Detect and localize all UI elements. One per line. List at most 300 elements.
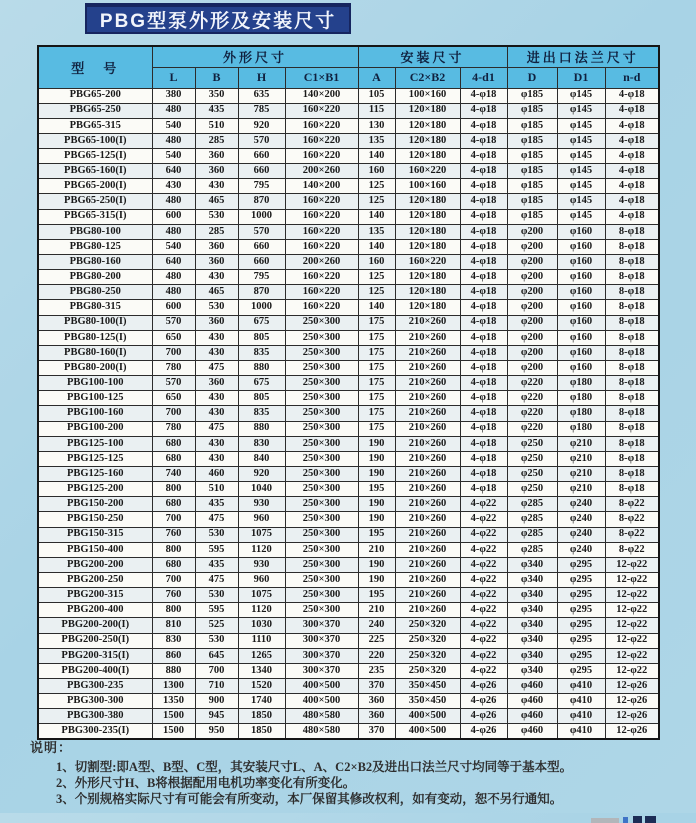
value-cell: 300×370 — [285, 633, 358, 648]
value-cell: 430 — [195, 406, 238, 421]
value-cell: φ285 — [507, 542, 557, 557]
model-cell: PBG65-250 — [38, 103, 152, 118]
column-header-D1: D1 — [557, 67, 605, 88]
value-cell: 4-φ22 — [460, 633, 507, 648]
value-cell: 880 — [238, 361, 285, 376]
value-cell: φ340 — [507, 648, 557, 663]
value-cell: 800 — [152, 482, 195, 497]
value-cell: 175 — [358, 376, 395, 391]
value-cell: 570 — [238, 133, 285, 148]
model-cell: PBG65-200(I) — [38, 179, 152, 194]
value-cell: 435 — [195, 557, 238, 572]
table-row — [38, 648, 659, 663]
value-cell: 8-φ18 — [605, 224, 659, 239]
value-cell: 4-φ18 — [460, 164, 507, 179]
value-cell: 830 — [238, 436, 285, 451]
value-cell: 920 — [238, 118, 285, 133]
table-row — [38, 467, 659, 482]
model-cell: PBG200-400 — [38, 603, 152, 618]
table-row — [38, 330, 659, 345]
value-cell: φ460 — [507, 709, 557, 724]
value-cell: 210×260 — [395, 588, 460, 603]
value-cell: 4-φ22 — [460, 497, 507, 512]
value-cell: 200×260 — [285, 164, 358, 179]
value-cell: φ240 — [557, 542, 605, 557]
value-cell: φ145 — [557, 133, 605, 148]
value-cell: 680 — [152, 451, 195, 466]
value-cell: 4-φ22 — [460, 573, 507, 588]
value-cell: 480×580 — [285, 724, 358, 739]
table-row — [38, 512, 659, 527]
value-cell: 210×260 — [395, 406, 460, 421]
value-cell: 795 — [238, 179, 285, 194]
value-cell: 190 — [358, 497, 395, 512]
value-cell: 380 — [152, 88, 195, 103]
value-cell: 120×180 — [395, 149, 460, 164]
value-cell: 200×260 — [285, 255, 358, 270]
value-cell: 710 — [195, 678, 238, 693]
value-cell: 435 — [195, 497, 238, 512]
value-cell: φ200 — [507, 270, 557, 285]
value-cell: 4-φ18 — [460, 467, 507, 482]
table-body — [38, 88, 659, 739]
value-cell: 12-φ22 — [605, 557, 659, 572]
model-cell: PBG80-200(I) — [38, 361, 152, 376]
value-cell: 210×260 — [395, 512, 460, 527]
value-cell: 1110 — [238, 633, 285, 648]
value-cell: 860 — [152, 648, 195, 663]
model-cell: PBG300-380 — [38, 709, 152, 724]
value-cell: φ340 — [507, 663, 557, 678]
value-cell: φ200 — [507, 255, 557, 270]
value-cell: 160×220 — [285, 194, 358, 209]
column-header-D: D — [507, 67, 557, 88]
table-row — [38, 694, 659, 709]
value-cell: 430 — [195, 451, 238, 466]
value-cell: φ295 — [557, 663, 605, 678]
value-cell: 120×180 — [395, 239, 460, 254]
table-row — [38, 285, 659, 300]
value-cell: φ200 — [507, 361, 557, 376]
value-cell: φ250 — [507, 482, 557, 497]
model-cell: PBG150-315 — [38, 527, 152, 542]
value-cell: 1500 — [152, 724, 195, 739]
value-cell: 930 — [238, 497, 285, 512]
value-cell: 950 — [195, 724, 238, 739]
value-cell: 4-φ22 — [460, 557, 507, 572]
table-row — [38, 149, 659, 164]
value-cell: 175 — [358, 406, 395, 421]
value-cell: 350 — [195, 88, 238, 103]
model-cell: PBG80-315 — [38, 300, 152, 315]
value-cell: 250×300 — [285, 467, 358, 482]
value-cell: φ250 — [507, 436, 557, 451]
value-cell: 210×260 — [395, 361, 460, 376]
value-cell: 540 — [152, 118, 195, 133]
value-cell: 12-φ22 — [605, 588, 659, 603]
value-cell: 430 — [195, 391, 238, 406]
value-cell: 650 — [152, 330, 195, 345]
value-cell: 1000 — [238, 209, 285, 224]
value-cell: φ220 — [507, 376, 557, 391]
value-cell: 1500 — [152, 709, 195, 724]
value-cell: 4-φ18 — [605, 179, 659, 194]
value-cell: 435 — [195, 103, 238, 118]
value-cell: 430 — [195, 179, 238, 194]
value-cell: 510 — [195, 118, 238, 133]
value-cell: 4-φ18 — [460, 88, 507, 103]
header-group-row — [38, 46, 659, 67]
value-cell: 4-φ26 — [460, 724, 507, 739]
value-cell: 480 — [152, 194, 195, 209]
value-cell: φ160 — [557, 361, 605, 376]
value-cell: 430 — [195, 436, 238, 451]
value-cell: 250×300 — [285, 482, 358, 497]
value-cell: 1075 — [238, 588, 285, 603]
model-cell: PBG200-315(I) — [38, 648, 152, 663]
value-cell: 210×260 — [395, 330, 460, 345]
value-cell: 250×320 — [395, 618, 460, 633]
value-cell: φ180 — [557, 421, 605, 436]
value-cell: φ250 — [507, 451, 557, 466]
value-cell: φ160 — [557, 300, 605, 315]
logo-dark-square-1 — [633, 816, 642, 823]
value-cell: 12-φ26 — [605, 724, 659, 739]
value-cell: 805 — [238, 330, 285, 345]
value-cell: 4-φ22 — [460, 588, 507, 603]
value-cell: 190 — [358, 436, 395, 451]
value-cell: 1030 — [238, 618, 285, 633]
value-cell: 800 — [152, 542, 195, 557]
value-cell: 900 — [195, 694, 238, 709]
column-header-H: H — [238, 67, 285, 88]
value-cell: 4-φ18 — [460, 330, 507, 345]
value-cell: 135 — [358, 133, 395, 148]
value-cell: 480 — [152, 224, 195, 239]
table-row — [38, 194, 659, 209]
value-cell: 660 — [238, 164, 285, 179]
value-cell: 210×260 — [395, 542, 460, 557]
value-cell: 160 — [358, 164, 395, 179]
table-row — [38, 118, 659, 133]
value-cell: 660 — [238, 255, 285, 270]
value-cell: 480 — [152, 103, 195, 118]
value-cell: φ185 — [507, 164, 557, 179]
model-cell: PBG65-200 — [38, 88, 152, 103]
value-cell: 360 — [195, 376, 238, 391]
value-cell: 1740 — [238, 694, 285, 709]
model-cell: PBG80-250 — [38, 285, 152, 300]
pump-dimensions-table — [37, 45, 660, 740]
value-cell: 960 — [238, 512, 285, 527]
value-cell: 4-φ18 — [460, 149, 507, 164]
value-cell: 4-φ18 — [605, 194, 659, 209]
value-cell: 780 — [152, 421, 195, 436]
value-cell: φ250 — [507, 467, 557, 482]
table-row — [38, 603, 659, 618]
value-cell: 250×300 — [285, 497, 358, 512]
value-cell: 4-φ18 — [460, 133, 507, 148]
value-cell: 460 — [195, 467, 238, 482]
header-group-flange-dims: 进出口法兰尺寸 — [507, 46, 659, 67]
model-cell: PBG80-125 — [38, 239, 152, 254]
value-cell: 4-φ18 — [460, 270, 507, 285]
value-cell: 360 — [195, 149, 238, 164]
table-row — [38, 255, 659, 270]
value-cell: 120×180 — [395, 133, 460, 148]
value-cell: 8-φ18 — [605, 330, 659, 345]
value-cell: 195 — [358, 527, 395, 542]
value-cell: 4-φ18 — [460, 315, 507, 330]
value-cell: 8-φ18 — [605, 436, 659, 451]
value-cell: 8-φ18 — [605, 255, 659, 270]
value-cell: 880 — [238, 421, 285, 436]
notes-list — [30, 759, 670, 807]
value-cell: φ200 — [507, 224, 557, 239]
value-cell: 160×220 — [285, 133, 358, 148]
value-cell: 190 — [358, 512, 395, 527]
value-cell: 370 — [358, 678, 395, 693]
value-cell: φ185 — [507, 133, 557, 148]
value-cell: 4-φ18 — [460, 194, 507, 209]
value-cell: 8-φ18 — [605, 285, 659, 300]
value-cell: 1300 — [152, 678, 195, 693]
value-cell: 800 — [152, 603, 195, 618]
value-cell: 4-φ22 — [460, 648, 507, 663]
value-cell: 480 — [152, 133, 195, 148]
value-cell: φ295 — [557, 648, 605, 663]
value-cell: 250×300 — [285, 406, 358, 421]
value-cell: φ200 — [507, 285, 557, 300]
value-cell: 4-φ18 — [460, 239, 507, 254]
value-cell: 700 — [195, 663, 238, 678]
value-cell: φ145 — [557, 164, 605, 179]
value-cell: 210×260 — [395, 451, 460, 466]
value-cell: 360 — [195, 315, 238, 330]
value-cell: 475 — [195, 421, 238, 436]
value-cell: 1340 — [238, 663, 285, 678]
value-cell: φ180 — [557, 391, 605, 406]
model-cell: PBG80-160(I) — [38, 345, 152, 360]
note-item: 2、外形尺寸H、B将根据配用电机功率变化有所变化。 — [56, 776, 356, 790]
value-cell: 12-φ22 — [605, 663, 659, 678]
value-cell: 835 — [238, 345, 285, 360]
value-cell: 175 — [358, 345, 395, 360]
value-cell: 400×500 — [285, 694, 358, 709]
table-row — [38, 88, 659, 103]
value-cell: φ410 — [557, 724, 605, 739]
value-cell: 250×300 — [285, 451, 358, 466]
value-cell: φ200 — [507, 239, 557, 254]
table-row — [38, 391, 659, 406]
table-row — [38, 588, 659, 603]
value-cell: 700 — [152, 573, 195, 588]
value-cell: φ145 — [557, 88, 605, 103]
value-cell: 600 — [152, 209, 195, 224]
value-cell: 250×300 — [285, 512, 358, 527]
value-cell: φ220 — [507, 406, 557, 421]
value-cell: φ285 — [507, 512, 557, 527]
table-row — [38, 451, 659, 466]
value-cell: φ340 — [507, 618, 557, 633]
value-cell: φ295 — [557, 633, 605, 648]
value-cell: 680 — [152, 557, 195, 572]
model-cell: PBG100-160 — [38, 406, 152, 421]
value-cell: 12-φ26 — [605, 678, 659, 693]
value-cell: 140 — [358, 300, 395, 315]
value-cell: φ145 — [557, 149, 605, 164]
value-cell: 120×180 — [395, 270, 460, 285]
value-cell: 945 — [195, 709, 238, 724]
value-cell: 360 — [358, 694, 395, 709]
value-cell: 160×220 — [395, 164, 460, 179]
value-cell: 4-φ18 — [460, 361, 507, 376]
value-cell: φ210 — [557, 482, 605, 497]
value-cell: 285 — [195, 133, 238, 148]
column-header-C1xB1: C1×B1 — [285, 67, 358, 88]
header-group-outline-dims: 外形尺寸 — [152, 46, 358, 67]
value-cell: 160×220 — [285, 270, 358, 285]
column-header-4-d1: 4-d1 — [460, 67, 507, 88]
value-cell: 300×370 — [285, 648, 358, 663]
value-cell: 530 — [195, 633, 238, 648]
value-cell: 4-φ22 — [460, 542, 507, 557]
value-cell: 210×260 — [395, 603, 460, 618]
model-cell: PBG65-125(I) — [38, 149, 152, 164]
value-cell: φ210 — [557, 467, 605, 482]
value-cell: 880 — [152, 663, 195, 678]
model-cell: PBG100-125 — [38, 391, 152, 406]
value-cell: 645 — [195, 648, 238, 663]
value-cell: φ340 — [507, 603, 557, 618]
value-cell: φ145 — [557, 118, 605, 133]
value-cell: 8-φ18 — [605, 376, 659, 391]
value-cell: φ410 — [557, 678, 605, 693]
value-cell: 100×160 — [395, 88, 460, 103]
value-cell: 465 — [195, 194, 238, 209]
value-cell: 4-φ22 — [460, 512, 507, 527]
value-cell: 210 — [358, 542, 395, 557]
value-cell: 4-φ18 — [460, 391, 507, 406]
model-cell: PBG200-200 — [38, 557, 152, 572]
value-cell: 4-φ26 — [460, 678, 507, 693]
column-header-B: B — [195, 67, 238, 88]
value-cell: 250×320 — [395, 648, 460, 663]
value-cell: 930 — [238, 557, 285, 572]
table-row — [38, 436, 659, 451]
value-cell: 1040 — [238, 482, 285, 497]
value-cell: 120×180 — [395, 285, 460, 300]
value-cell: 4-φ22 — [460, 603, 507, 618]
value-cell: 160 — [358, 255, 395, 270]
value-cell: 8-φ18 — [605, 315, 659, 330]
model-cell: PBG65-250(I) — [38, 194, 152, 209]
model-cell: PBG80-100 — [38, 224, 152, 239]
column-header-A: A — [358, 67, 395, 88]
value-cell: 530 — [195, 209, 238, 224]
value-cell: φ185 — [507, 209, 557, 224]
value-cell: 810 — [152, 618, 195, 633]
value-cell: 160×220 — [285, 300, 358, 315]
value-cell: 640 — [152, 164, 195, 179]
value-cell: 175 — [358, 330, 395, 345]
table-row — [38, 709, 659, 724]
value-cell: 4-φ18 — [460, 451, 507, 466]
value-cell: 4-φ26 — [460, 694, 507, 709]
value-cell: 465 — [195, 285, 238, 300]
value-cell: 12-φ22 — [605, 633, 659, 648]
value-cell: 250×300 — [285, 376, 358, 391]
value-cell: φ240 — [557, 527, 605, 542]
table-row — [38, 406, 659, 421]
value-cell: 8-φ18 — [605, 345, 659, 360]
value-cell: 12-φ22 — [605, 648, 659, 663]
value-cell: φ340 — [507, 588, 557, 603]
value-cell: 570 — [238, 224, 285, 239]
value-cell: φ200 — [507, 330, 557, 345]
table-row — [38, 376, 659, 391]
value-cell: 360 — [195, 164, 238, 179]
value-cell: 530 — [195, 527, 238, 542]
value-cell: 250×300 — [285, 436, 358, 451]
value-cell: 640 — [152, 255, 195, 270]
value-cell: 4-φ18 — [460, 482, 507, 497]
value-cell: 4-φ18 — [460, 406, 507, 421]
value-cell: 210×260 — [395, 421, 460, 436]
value-cell: 4-φ18 — [460, 421, 507, 436]
column-header-n-d: n-d — [605, 67, 659, 88]
value-cell: 225 — [358, 633, 395, 648]
value-cell: φ240 — [557, 512, 605, 527]
value-cell: 570 — [152, 315, 195, 330]
value-cell: 250×300 — [285, 330, 358, 345]
value-cell: 835 — [238, 406, 285, 421]
value-cell: φ185 — [507, 88, 557, 103]
value-cell: φ185 — [507, 118, 557, 133]
value-cell: 400×500 — [285, 678, 358, 693]
value-cell: 210×260 — [395, 557, 460, 572]
value-cell: 4-φ18 — [460, 209, 507, 224]
column-header-C2xB2: C2×B2 — [395, 67, 460, 88]
value-cell: 140 — [358, 149, 395, 164]
model-cell: PBG65-315(I) — [38, 209, 152, 224]
value-cell: 140×200 — [285, 179, 358, 194]
table-row — [38, 618, 659, 633]
table-row — [38, 678, 659, 693]
value-cell: 130 — [358, 118, 395, 133]
value-cell: φ460 — [507, 694, 557, 709]
value-cell: φ160 — [557, 239, 605, 254]
table-row — [38, 103, 659, 118]
value-cell: φ145 — [557, 179, 605, 194]
value-cell: 160×220 — [395, 255, 460, 270]
table-row — [38, 239, 659, 254]
value-cell: 870 — [238, 194, 285, 209]
value-cell: 8-φ18 — [605, 361, 659, 376]
value-cell: 650 — [152, 391, 195, 406]
value-cell: 160×220 — [285, 239, 358, 254]
table-row — [38, 209, 659, 224]
value-cell: 210×260 — [395, 497, 460, 512]
model-cell: PBG80-160 — [38, 255, 152, 270]
logo-gray-bar — [591, 818, 619, 823]
model-cell: PBG300-300 — [38, 694, 152, 709]
value-cell: 250×300 — [285, 542, 358, 557]
value-cell: 4-φ26 — [460, 709, 507, 724]
value-cell: 8-φ22 — [605, 512, 659, 527]
value-cell: 125 — [358, 285, 395, 300]
value-cell: 530 — [195, 588, 238, 603]
